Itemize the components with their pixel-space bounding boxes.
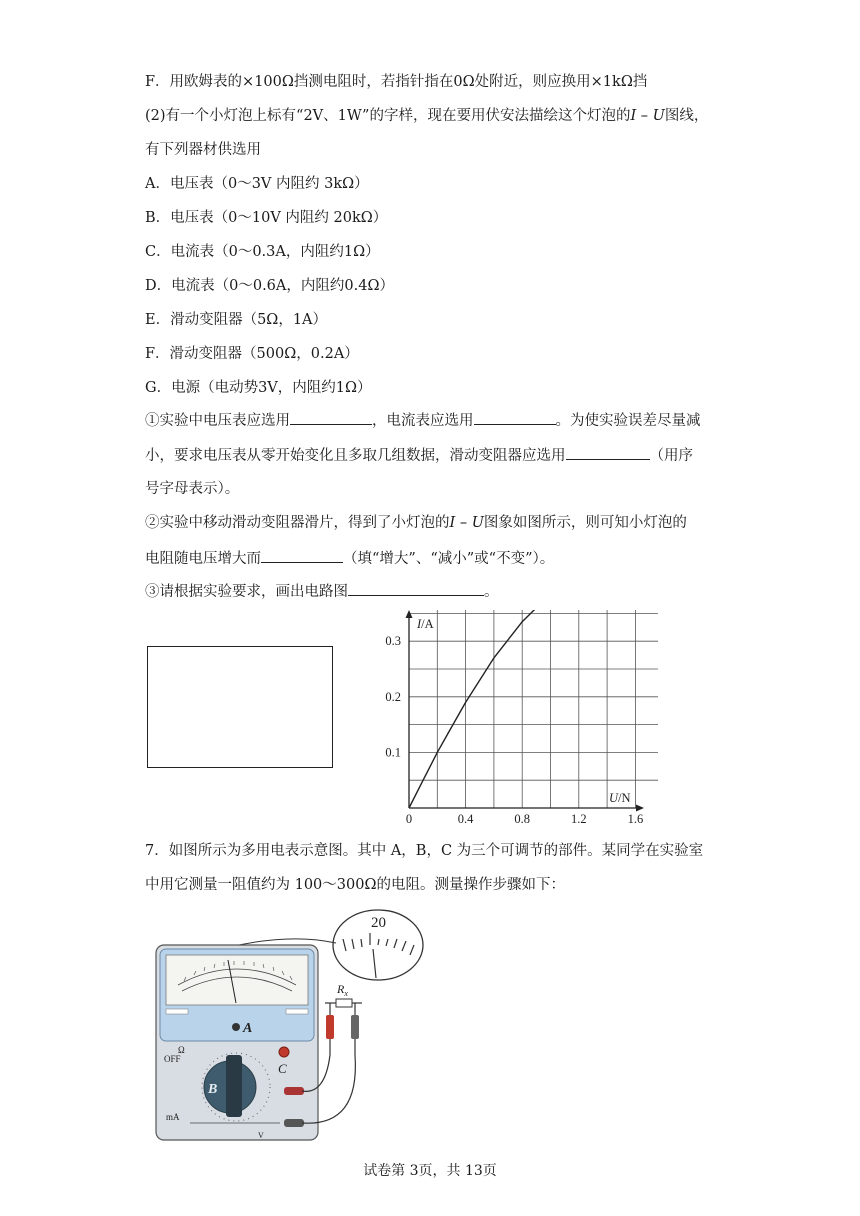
s1-text-e: （用序 xyxy=(649,448,693,464)
answer-blank-voltmeter[interactable] xyxy=(290,410,372,425)
item-a: A．电压表（0～3V 内阻约 3kΩ） xyxy=(145,176,369,192)
sub-question-2-cont xyxy=(145,548,554,569)
option-f: F．用欧姆表的×100Ω挡测电阻时，若指针指在0Ω处附近，则应换用×1kΩ挡 xyxy=(145,74,648,90)
x-tick-label: 0.8 xyxy=(514,812,531,825)
x-tick-label: 0.4 xyxy=(457,812,474,825)
y-axis-arrow xyxy=(406,610,413,618)
dial-slot-right xyxy=(286,1009,308,1014)
question-7: 7．如图所示为多用电表示意图。其中 A，B，C 为三个可调节的部件。某同学在实验室 xyxy=(145,843,704,859)
question-2-intro-cont: 有下列器材供选用 xyxy=(145,142,261,158)
s2-text-c: 电阻随电压增大而 xyxy=(145,551,261,567)
probe-red[interactable] xyxy=(326,1015,334,1039)
page-footer: 试卷第 3页，共 13页 xyxy=(363,1163,497,1179)
label-ohm: Ω xyxy=(178,1045,185,1055)
x-tick-label: 0 xyxy=(405,812,413,825)
jack-red xyxy=(284,1087,304,1095)
x-axis-arrow xyxy=(636,805,644,812)
sub-question-1-cont xyxy=(145,445,693,466)
knob-a[interactable] xyxy=(232,1023,240,1031)
label-off: OFF xyxy=(164,1054,181,1064)
item-b: B．电压表（0～10V 内阻约 20kΩ） xyxy=(145,210,388,226)
sub-question-1-end: 号字母表示）。 xyxy=(145,481,240,497)
s1-text-b: ，电流表应选用 xyxy=(372,413,474,429)
q2-iu-var: I – U xyxy=(630,108,665,124)
s1-text-c: 。为使实验误差尽量减 xyxy=(555,413,701,429)
s2-text-b: 图象如图所示，则可知小灯泡的 xyxy=(483,515,687,531)
s3-text-b: 。 xyxy=(484,584,499,600)
x-axis-label: U/N xyxy=(609,791,631,805)
jack-black xyxy=(284,1119,304,1127)
sub-question-3 xyxy=(145,581,499,602)
q2-text-a: (2)有一个小灯泡上标有“2V、1W”的字样，现在要用伏安法描绘这个灯泡的 xyxy=(145,108,631,124)
zoom-value: 20 xyxy=(371,915,386,931)
question-2-intro xyxy=(145,106,708,126)
multimeter-figure xyxy=(150,905,450,1145)
iu-graph xyxy=(368,610,658,825)
sub-question-1 xyxy=(145,410,701,431)
sub-question-2 xyxy=(145,513,687,533)
selector-pointer xyxy=(226,1055,242,1117)
question-7-cont: 中用它测量一阻值约为 100～300Ω的电阻。测量操作步骤如下： xyxy=(145,877,565,893)
item-e: E．滑动变阻器（5Ω，1A） xyxy=(145,312,328,328)
s2-text-a: ②实验中移动滑动变阻器滑片，得到了小灯泡的 xyxy=(145,515,450,531)
item-c: C．电流表（0～0.3A，内阻约1Ω） xyxy=(145,244,380,260)
resistor-rx xyxy=(336,999,352,1007)
item-f: F．滑动变阻器（500Ω，0.2A） xyxy=(145,346,359,362)
s2-text-d: （填“增大”、“减小”或“不变”）。 xyxy=(343,551,555,567)
dial-slot-left xyxy=(166,1009,188,1014)
s1-text-d: 小，要求电压表从零开始变化且多取几组数据，滑动变阻器应选用 xyxy=(145,448,566,464)
y-tick-label: 0.2 xyxy=(385,689,401,704)
s3-text-a: ③请根据实验要求，画出电路图 xyxy=(145,584,348,600)
s2-iu-var: I – U xyxy=(449,515,484,531)
item-g: G．电源（电动势3V，内阻约1Ω） xyxy=(145,380,372,396)
probe-black[interactable] xyxy=(351,1015,359,1039)
answer-blank-rheostat[interactable] xyxy=(566,445,650,460)
label-a: A xyxy=(243,1021,253,1036)
item-d: D．电流表（0～0.6A，内阻约0.4Ω） xyxy=(145,278,394,294)
label-ma: mA xyxy=(166,1112,180,1122)
answer-blank-circuit[interactable] xyxy=(348,581,484,596)
x-tick-label: 1.2 xyxy=(570,812,587,825)
y-axis-label: I/A xyxy=(417,617,434,631)
s1-text-a: ①实验中电压表应选用 xyxy=(145,413,290,429)
graph-grid xyxy=(409,610,658,808)
q2-text-b: 图线， xyxy=(664,108,709,124)
knob-c[interactable] xyxy=(279,1047,289,1057)
label-b: B xyxy=(208,1082,218,1097)
label-v-bottom: V xyxy=(258,1131,264,1140)
label-c: C xyxy=(278,1061,287,1076)
x-tick-label: 1.6 xyxy=(627,812,644,825)
answer-blank-resistance-trend[interactable] xyxy=(261,548,343,563)
circuit-drawing-box[interactable] xyxy=(147,646,333,768)
iu-curve xyxy=(409,610,658,808)
answer-blank-ammeter[interactable] xyxy=(474,410,556,425)
y-tick-label: 0.3 xyxy=(385,634,401,649)
y-tick-label: 0.1 xyxy=(385,745,401,760)
label-rx: $R_x$ xyxy=(337,982,348,998)
